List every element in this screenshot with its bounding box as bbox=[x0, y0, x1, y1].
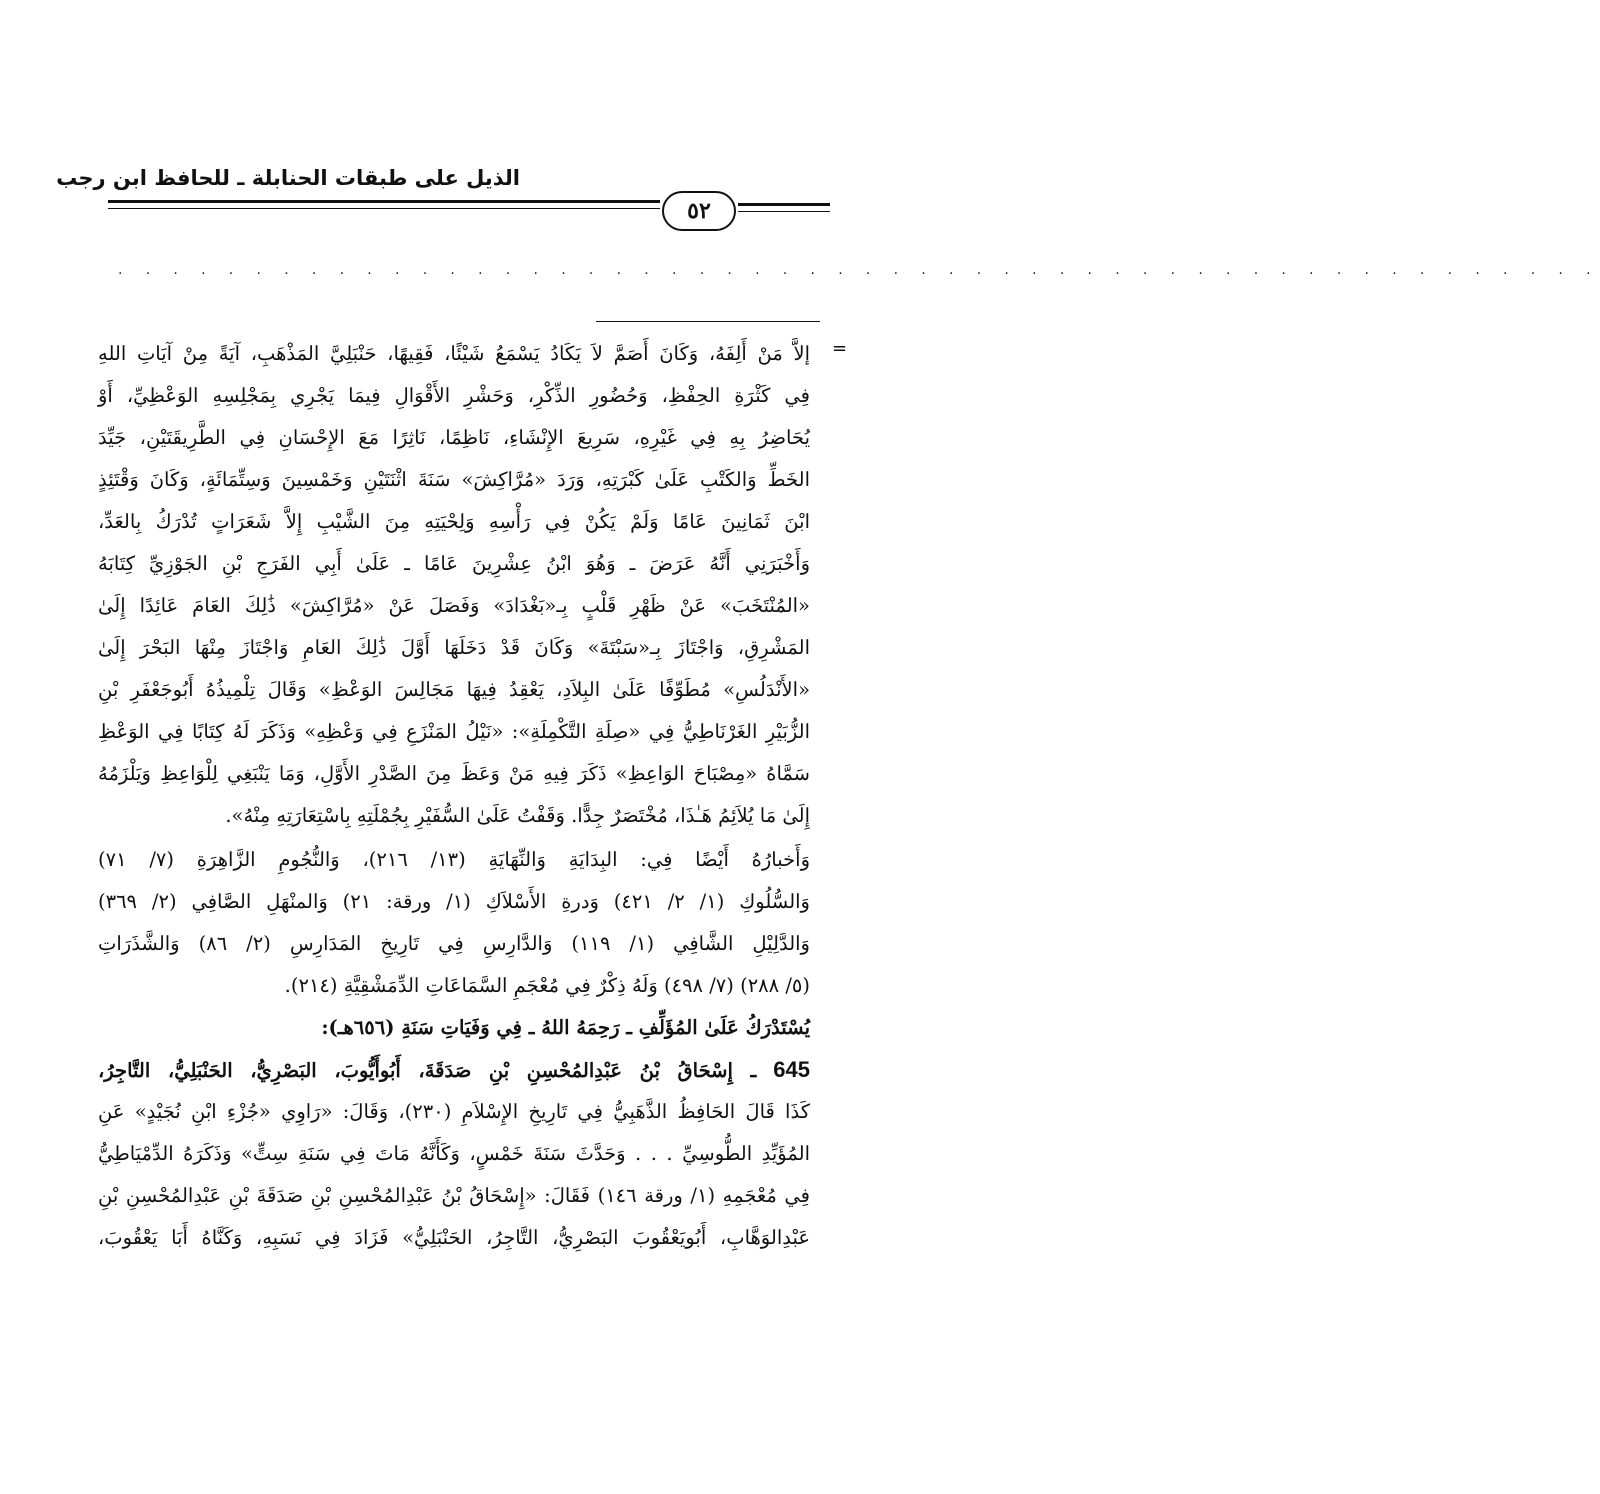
footnote-line: المَشْرِقِ، وَاجْتَازَ بِـ«سَبْتَةَ» وَكَانَ قَدْ دَخَلَهَا أَوَّلَ ذَٰلِكَ العَامِ وَاجْتَازَ مِنْهَا البَحْرَ إِلَىٰ bbox=[98, 636, 810, 659]
header-rule-right-bottom bbox=[738, 211, 830, 212]
entry-title-line bbox=[98, 1053, 810, 1087]
entry-line: المُؤَيِّدِ الطُّوسِيِّ . . . وَحَدَّثَ سَنَةَ خَمْسٍ، وَكَأَنَّهُ مَاتَ فِي سَنَةِ سِتٍّ» وَذَكَرَهُ الدِّمْيَاطِيُّ bbox=[98, 1142, 810, 1165]
sources-line: وَأَخبارُهُ أَيْضًا فِي: البِدَايَةِ وَالنِّهَايَةِ (١٣/ ٢١٦)، وَالنُّجُومِ الزَّاهِرَةِ (٧/ ٧١) bbox=[98, 848, 810, 871]
header-rule-right-top bbox=[738, 203, 830, 206]
footnote-line: وَأَخْبَرَنِي أَنَّهُ عَرَضَ ـ وَهُوَ ابْنُ عِشْرِينَ عَامًا ـ عَلَىٰ أَبِي الفَرَجِ بْنِ الجَوْزِيِّ كِتَابَهُ bbox=[98, 552, 810, 575]
footnote-line: «المُنْتَخَبَ» عَنْ ظَهْرِ قَلْبٍ بِـ«بَغْدَادَ» وَفَصَلَ عَنْ «مُرَّاكِشَ» ذَٰلِكَ العَامَ عَائِدًا إِلَىٰ bbox=[98, 594, 810, 617]
sources-line: (٥/ ٢٨٨) (٧/ ٤٩٨) وَلَهُ ذِكْرٌ فِي مُعْجَمِ السَّمَاعَاتِ الدِّمَشْقِيَّةِ (٢١٤). bbox=[284, 974, 810, 997]
footnote-line: فِي كَثْرَةِ الحِفْظِ، وَحُضُورِ الذِّكْرِ، وَحَشْرِ الأَقْوَالِ فِيمَا يَجْرِي بِمَجْلِسِهِ الوَعْظِيِّ، أَوْ bbox=[98, 384, 810, 407]
header-rule-top bbox=[108, 200, 660, 203]
footnote-rule bbox=[596, 321, 820, 322]
footnote-line: سَمَّاهُ «مِصْبَاحَ الوَاعِظِ» ذَكَرَ فِيهِ مَنْ وَعَظَ مِنَ الصَّدْرِ الأَوَّلِ، وَمَا يَنْبَغِي لِلْوَاعِظِ وَيَلْزَمُهُ bbox=[98, 762, 810, 785]
footnote-line: إِلَىٰ مَا يُلاَئِمُ هَـٰذَا، مُخْتَصَرٌ جِدًّا. وَقَفْتُ عَلَىٰ السُّفَيْرِ بِجُمْلَتِهِ بِاسْتِعَارَتِهِ مِنْهُ». bbox=[225, 804, 810, 827]
footnote-line: إلاَّ مَنْ أَلِفَهُ، وَكَانَ أَصَمَّ لاَ يَكَادُ يَسْمَعُ شَيْئًا، فَقِيهًا، حَنْبَلِيَّ المَذْهَبِ، آيَةً مِنْ آيَاتِ اللهِ bbox=[98, 342, 810, 365]
footnote-line: الزُّبَيْرِ الغَرْنَاطِيُّ فِي «صِلَةِ التَّكْمِلَةِ»: «نَيْلُ المَنْزَعِ فِي وَعْظِهِ» وَذَكَرَ لَهُ كِتَابًا فِي الوَعْظِ bbox=[98, 720, 810, 743]
entry-line: فِي مُعْجَمِهِ (١/ ورقة ١٤٦) فَقَالَ: «إِسْحَاقُ بْنُ عَبْدِالمُحْسِنِ بْنِ صَدَقَةَ بْنِ عَبْدِالمُحْسِنِ بْنِ bbox=[98, 1184, 810, 1207]
entry-line: عَبْدِالوَهَّابِ، أَبُويَعْقُوبَ البَصْرِيُّ، التَّاجِرُ، الحَنْبَلِيُّ» فَزَادَ فِي نَسَبِهِ، وَكَنَّاهُ أَبَا يَعْقُوبَ، bbox=[98, 1226, 810, 1249]
continuation-mark: = bbox=[832, 338, 848, 359]
footnote-line: الخَطِّ وَالكَتْبِ عَلَىٰ كَبْرَتِهِ، وَرَدَ «مُرَّاكِشَ» سَنَةَ اثْنَتَيْنِ وَخَمْسِينَ وَسِتِّمَائَةٍ، وَكَانَ وَقْتَئِذٍ bbox=[98, 468, 810, 491]
footnote-line: يُحَاضِرُ بِهِ فِي غَيْرِهِ، سَرِيعَ الإِنْشَاءِ، نَاظِمًا، نَاثِرًا مَعَ الإِحْسَانِ فِي الطَّرِيقَتَيْنِ، جَيِّدَ bbox=[98, 426, 810, 449]
footnote-line: «الأَنْدَلُسِ» مُطَوِّفًا عَلَىٰ البِلاَدِ، يَعْقِدُ فِيهَا مَجَالِسَ الوَعْظِ» وَقَالَ تِلْمِيذُهُ أَبُوجَعْفَرِ بْنِ bbox=[98, 678, 810, 701]
entry-number: 645 bbox=[773, 1057, 810, 1082]
page-number: ٥٢ bbox=[662, 191, 736, 231]
addendum-heading: يُسْتَدْرَكُ عَلَىٰ المُؤَلِّفِ ـ رَحِمَهُ اللهُ ـ فِي وَفَيَاتِ سَنَةِ (٦٥٦هـ): bbox=[321, 1016, 810, 1039]
book-title: الذيل على طبقات الحنابلة ـ للحافظ ابن رجب bbox=[56, 166, 520, 190]
sources-line: وَالدَّلِيْلِ الشَّافِي (١/ ١١٩) وَالدَّارِسِ فِي تَارِيخِ المَدَارِسِ (٢/ ٨٦) وَالشَّذَرَاتِ bbox=[98, 932, 810, 955]
dotted-separator: . . . . . . . . . . . . . . . . . . . . . . . . . . . . . . . . . . . . . . . . . . . . . . . . . . . . . . bbox=[118, 262, 1600, 278]
header-rule-bottom bbox=[108, 208, 660, 209]
entry-line: كَذَا قَالَ الحَافِظُ الذَّهَبِيُّ فِي تَارِيخِ الإِسْلاَمِ (٢٣٠)، وَقَالَ: «رَاوِي «جُزْءِ ابْنِ نُجَيْدٍ» عَنِ bbox=[98, 1100, 810, 1123]
sources-line: وَالسُّلُوكِ (١/ ٢/ ٤٢١) وَدرةِ الأَسْلاَكِ (١/ ورقة: ٢١) وَالمنْهَلِ الصَّافِي (٢/ ٣٦٩) bbox=[98, 890, 810, 913]
entry-name: ـ إِسْحَاقُ بْنُ عَبْدِالمُحْسِنِ بْنِ صَدَقَةَ، أَبُوأَيُّوبَ، البَصْرِيُّ، الحَنْبَلِيُّ، التَّاجِرُ، bbox=[98, 1059, 757, 1082]
footnote-line: ابْنَ ثَمَانِينَ عَامًا وَلَمْ يَكُنْ فِي رَأْسِهِ وَلِحْيَتِهِ مِنَ الشَّيْبِ إِلاَّ شَعَرَاتٍ تُدْرَكُ بِالعَدِّ، bbox=[98, 510, 810, 533]
